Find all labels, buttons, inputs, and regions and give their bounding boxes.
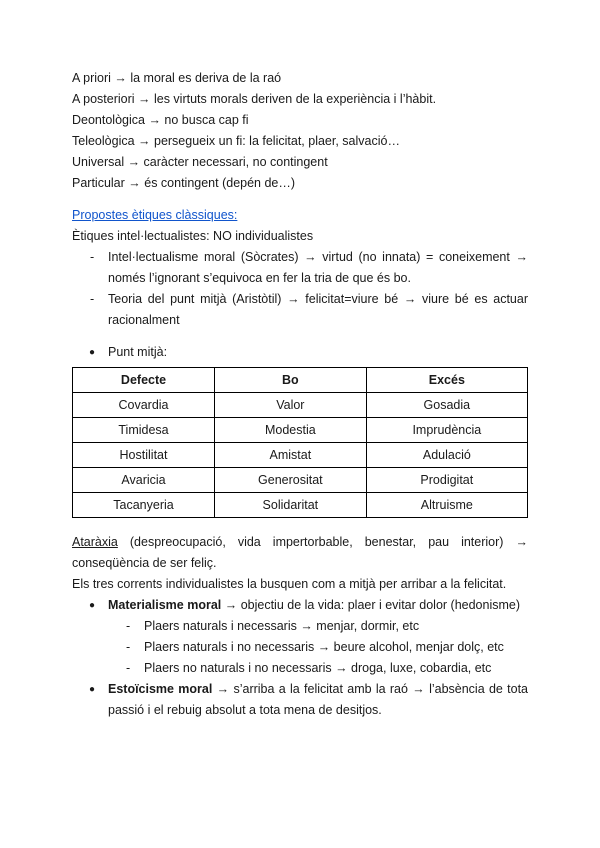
table-cell: Adulació bbox=[366, 443, 527, 468]
dash-marker: - bbox=[90, 292, 95, 306]
table-cell: Hostilitat bbox=[73, 443, 215, 468]
table-row bbox=[73, 493, 528, 518]
list-item-plaer bbox=[72, 616, 528, 637]
dash-marker: - bbox=[90, 250, 95, 264]
materialisme-text: → objectiu de la vida: plaer i evitar dolor (hedonisme) bbox=[221, 598, 521, 612]
list-item-text: Teoria del punt mitjà (Aristòtil) → felicitat=viure bé → viure bé es actuar racionalment bbox=[108, 292, 528, 327]
ataraxia-text: (despreocupació, vida impertorbable, benestar, pau interior) → conseqüència de ser feliç. bbox=[72, 535, 528, 570]
table-cell: Solidaritat bbox=[215, 493, 367, 518]
section-link-propostes[interactable]: Propostes ètiques clàssiques: bbox=[72, 208, 238, 222]
list-item-text: Plaers naturals i necessaris → menjar, dormir, etc bbox=[144, 619, 420, 633]
dash-marker: - bbox=[126, 661, 131, 675]
list-item-plaer bbox=[72, 658, 528, 679]
list-item-estoicisme bbox=[72, 679, 528, 721]
list-item-text: Plaers naturals i no necessaris → beure alcohol, menjar dolç, etc bbox=[144, 640, 504, 654]
bullet-marker: ● bbox=[89, 684, 96, 695]
definition-a-posteriori: A posteriori → les virtuts morals deriven de la experiència i l’hàbit. bbox=[72, 92, 437, 106]
list-item-plaer bbox=[72, 637, 528, 658]
table-row bbox=[73, 393, 528, 418]
estoicisme-text: → s’arriba a la felicitat amb la raó → l’absència de tota passió i el rebuig absolut a tota mena de desitjos. bbox=[108, 682, 529, 717]
table-cell: Imprudència bbox=[366, 418, 527, 443]
list-item-punt-mitja bbox=[72, 342, 528, 363]
table-cell: Valor bbox=[215, 393, 367, 418]
ataraxia-paragraph bbox=[72, 532, 528, 574]
table-cell: Amistat bbox=[215, 443, 367, 468]
individualist-intro: Els tres corrents individualistes la busquen com a mitjà per arribar a la felicitat. bbox=[72, 577, 507, 591]
list-item-text: Intel·lectualisme moral (Sòcrates) → virtud (no innata) = coneixement → només l’ignorant s’equivoca en fer la tria de que és bo. bbox=[108, 250, 528, 285]
list-item-punt-mitja-theory bbox=[72, 289, 528, 331]
column-header-bo: Bo bbox=[215, 368, 367, 393]
document-page bbox=[72, 68, 528, 721]
definition-particular: Particular → és contingent (depén de…) bbox=[72, 176, 296, 190]
table-header-row bbox=[73, 368, 528, 393]
table-row bbox=[73, 418, 528, 443]
dash-marker: - bbox=[126, 640, 131, 654]
intellectualist-heading: Ètiques intel·lectualistes: NO individualistes bbox=[72, 229, 314, 243]
table-cell: Prodigitat bbox=[366, 468, 527, 493]
table-cell: Avaricia bbox=[73, 468, 215, 493]
definition-universal: Universal → caràcter necessari, no contingent bbox=[72, 155, 328, 169]
column-header-exces: Excés bbox=[366, 368, 527, 393]
virtues-table bbox=[72, 367, 528, 518]
punt-mitja-label: Punt mitjà: bbox=[108, 345, 168, 359]
table-cell: Modestia bbox=[215, 418, 367, 443]
definition-deontologica: Deontològica → no busca cap fi bbox=[72, 113, 249, 127]
definition-teleologica: Teleològica → persegueix un fi: la felicitat, plaer, salvació… bbox=[72, 134, 400, 148]
table-cell: Covardia bbox=[73, 393, 215, 418]
bullet-marker: ● bbox=[89, 347, 96, 358]
list-item-text: Plaers no naturals i no necessaris → droga, luxe, cobardia, etc bbox=[144, 661, 492, 675]
definition-a-priori: A priori → la moral es deriva de la raó bbox=[72, 71, 282, 85]
table-cell: Gosadia bbox=[366, 393, 527, 418]
estoicisme-title: Estoïcisme moral bbox=[108, 682, 213, 696]
dash-marker: - bbox=[126, 619, 131, 633]
table-cell: Generositat bbox=[215, 468, 367, 493]
materialisme-title: Materialisme moral bbox=[108, 598, 222, 612]
table-cell: Timidesa bbox=[73, 418, 215, 443]
definitions-list bbox=[72, 68, 528, 194]
table-cell: Tacanyeria bbox=[73, 493, 215, 518]
table-row bbox=[73, 443, 528, 468]
table-cell: Altruisme bbox=[366, 493, 527, 518]
table-row bbox=[73, 468, 528, 493]
list-item-materialisme bbox=[72, 595, 528, 616]
ataraxia-term: Ataràxia bbox=[72, 535, 118, 549]
column-header-defecte: Defecte bbox=[73, 368, 215, 393]
list-item-intellectualisme bbox=[72, 247, 528, 289]
bullet-marker: ● bbox=[89, 600, 96, 611]
